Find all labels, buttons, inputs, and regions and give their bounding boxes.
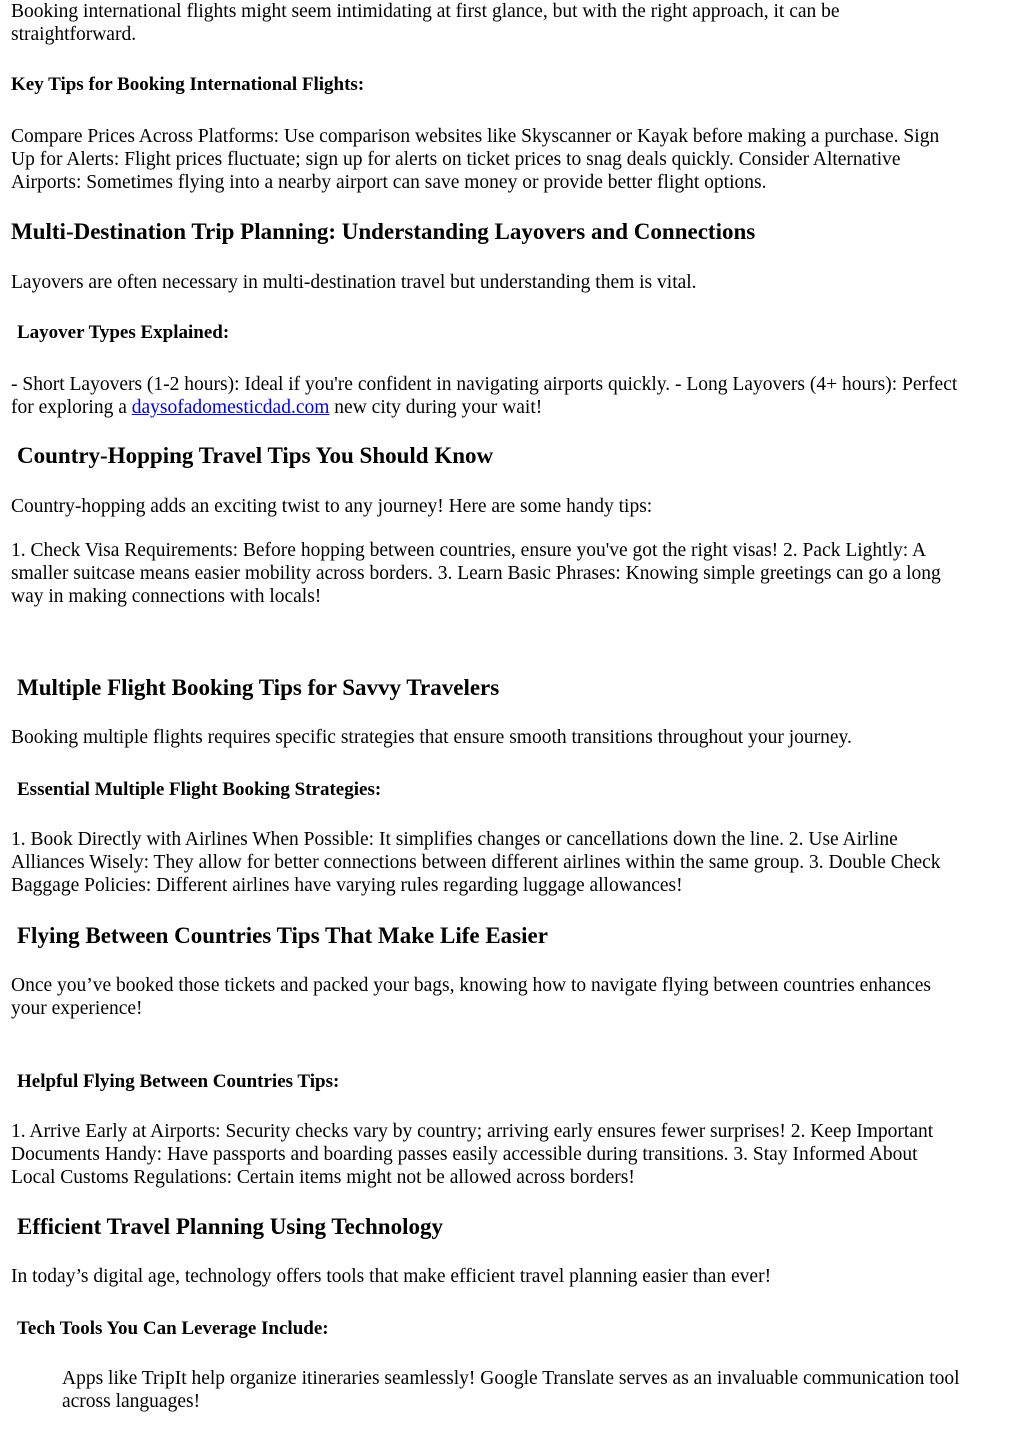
key-tips-line: Up for Alerts: Flight prices fluctuate; sign up for alerts on ticket prices to snag deals quickly. Consider Alternative [11,149,901,170]
tech-tools-heading: Tech Tools You Can Leverage Include: [17,1318,329,1339]
intro-line: Booking international flights might seem intimidating at first glance, but with the right approach, it can be [11,1,840,22]
layover-types-paragraph [11,373,1017,419]
intro-paragraph [11,0,1017,46]
country-hopping-line: 1. Check Visa Requirements: Before hopping between countries, ensure you've got the right visas! 2. Pack Lightly: A [11,540,927,561]
key-tips-paragraph [11,125,1017,194]
layover-types-heading: Layover Types Explained: [17,322,230,343]
flying-tips-line: Documents Handy: Have passports and boarding passes easily accessible during transitions. 3. Stay Informed About [11,1144,918,1165]
multi-destination-heading: Multi-Destination Trip Planning: Understanding Layovers and Connections [11,219,756,244]
multi-destination-intro: Layovers are often necessary in multi-destination travel but understanding them is vital. [11,272,697,293]
tech-tools-line: across languages! [62,1391,201,1412]
multiple-flight-intro: Booking multiple flights requires specific strategies that ensure smooth transitions throughout your journey. [11,727,852,748]
flying-tips-line: Local Customs Regulations: Certain items might not be allowed across borders! [11,1167,635,1188]
booking-strategies-line: 1. Book Directly with Airlines When Possible: It simplifies changes or cancellations down the line. 2. Use Airline [11,829,898,850]
country-hopping-intro: Country-hopping adds an exciting twist to any journey! Here are some handy tips: [11,496,653,517]
technology-heading: Efficient Travel Planning Using Technology [17,1214,443,1239]
flying-between-intro [11,974,1017,1020]
booking-strategies-line: Alliances Wisely: They allow for better connections between different airlines within the same group. 3. Double Check [11,852,941,873]
technology-intro: In today’s digital age, technology offers tools that make efficient travel planning easier than ever! [11,1266,772,1287]
country-hopping-line: way in making connections with locals! [11,586,322,607]
layover-line [11,396,1017,419]
list-item [62,1367,1022,1413]
tech-tools-line: Apps like TripIt help organize itineraries seamlessly! Google Translate serves as an invaluable communication tool [62,1368,960,1389]
intro-line: straightforward. [11,24,137,45]
multiple-flight-heading: Multiple Flight Booking Tips for Savvy Travelers [17,675,500,700]
flying-tips-heading: Helpful Flying Between Countries Tips: [17,1071,340,1092]
key-tips-heading: Key Tips for Booking International Flights: [11,74,365,95]
layover-line-prefix: for exploring a [11,397,132,418]
flying-between-heading: Flying Between Countries Tips That Make Life Easier [17,923,548,948]
daysofadomesticdad-link[interactable]: daysofadomesticdad.com [131,397,330,418]
booking-strategies-heading: Essential Multiple Flight Booking Strategies: [17,779,382,800]
flying-between-line: your experience! [11,998,143,1019]
layover-line: - Short Layovers (1-2 hours): Ideal if you're confident in navigating airports quickly. - Long Layovers (4+ hours): Perfect [11,374,958,395]
country-hopping-tips [11,539,1017,608]
flying-tips-line: 1. Arrive Early at Airports: Security checks vary by country; arriving early ensures fewer surprises! 2. Keep Important [11,1121,934,1142]
booking-strategies-line: Baggage Policies: Different airlines have varying rules regarding luggage allowances! [11,875,683,896]
layover-line-suffix: new city during your wait! [329,397,543,418]
booking-strategies-paragraph [11,828,1017,897]
flying-tips-paragraph [11,1120,1017,1189]
country-hopping-heading: Country-Hopping Travel Tips You Should Know [17,443,494,468]
tech-tools-list [62,1367,1022,1413]
key-tips-line: Compare Prices Across Platforms: Use comparison websites like Skyscanner or Kayak before making a purchase. Sign [11,126,940,147]
flying-between-line: Once you’ve booked those tickets and packed your bags, knowing how to navigate flying between countries enhances [11,975,932,996]
key-tips-line: Airports: Sometimes flying into a nearby airport can save money or provide better flight options. [11,172,767,193]
country-hopping-line: smaller suitcase means easier mobility across borders. 3. Learn Basic Phrases: Knowing simple greetings can go a long [11,563,941,584]
